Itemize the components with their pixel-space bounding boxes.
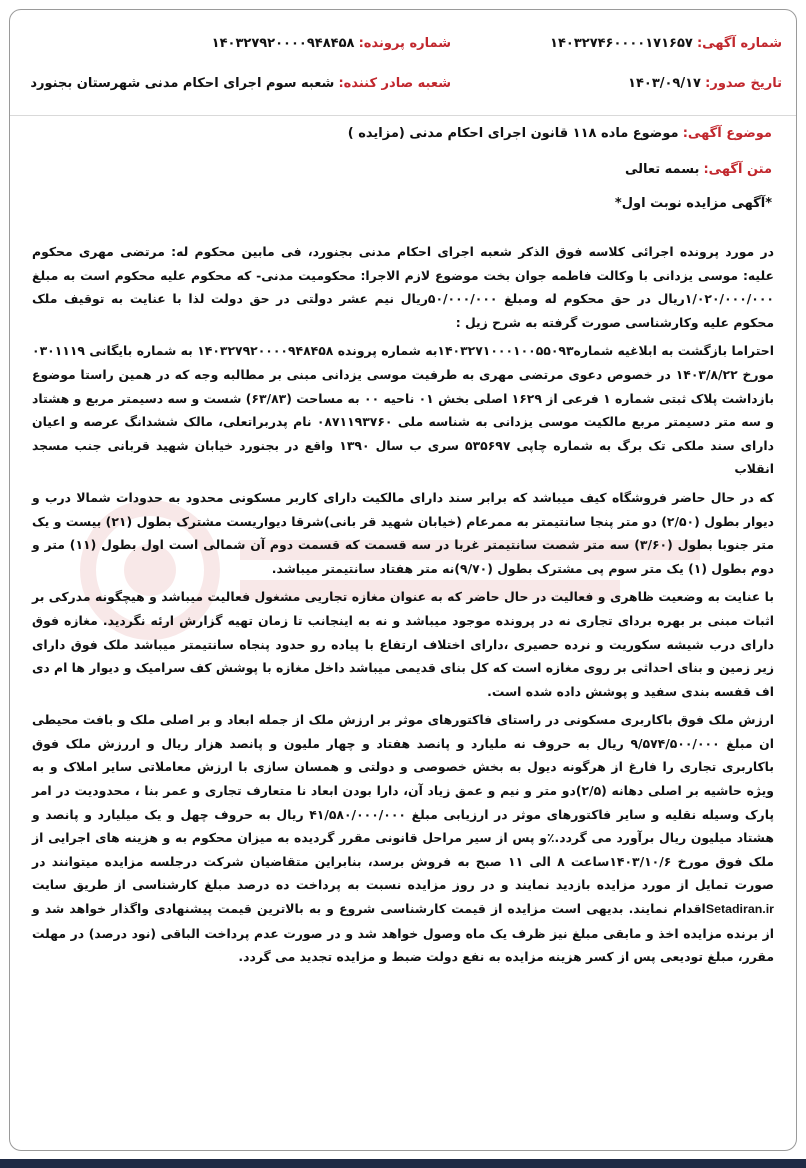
paragraph-property: احتراما بازگشت به ابلاغیه شماره۱۴۰۳۲۷۱۰۰۰۱۰۰۵۵۰۹۳به شماره پرونده ۱۴۰۳۲۷۹۲۰۰۰۰۹۴۸۴۵۸ به شماره بایگانی ۰۳۰۱۱۱۹ مورخ ۱۴۰۳/۸/۲۲ در خصوص دعوی مرتضی مهری به طرفیت موسی یزدانی مبنی بر مطالبه وجه که در همین راستا موضوع بازداشت پلاک ثبتی شماره ۱ فرعی از ۱۶۲۹ اصلی بخش ۰۱ ناحیه ۰۰ به مساحت (۶۳/۸۳) شست و سه دسیمتر مربع و هشتاد و سه متر دسیمتر مربع مالکیت موسی یزدانی به شناسه ملی ۰۸۷۱۱۹۳۷۶۰ نام پدربراتعلی، مالک ششدانگ عرصه و اعیان دارای سند ملکی تک برگ به شماره چاپی ۵۳۵۶۹۷ سری ب سال ۱۳۹۰ واقع در بجنورد خیابان شهید قربانی جنب مسجد انقلاب	[32, 343, 774, 477]
case-number-value: ۱۴۰۳۲۷۹۲۰۰۰۰۹۴۸۴۵۸	[211, 36, 355, 51]
ad-text-value: بسمه تعالی	[624, 162, 700, 177]
issuer-row	[30, 76, 451, 91]
paragraph-intro: در مورد پرونده اجرائی کلاسه فوق الذکر شعبه اجرای احکام مدنی بجنورد، فی مابین محکوم له: مرتضی مهری محکوم علیه: موسی یزدانی با وکالت فاطمه جوان بخت موضوع لازم الاجرا: محکومیت مدنی- که محکوم علیه محکوم است به مبلغ ۱/۰۲۰/۰۰۰/۰۰۰ریال در حق محکوم له ومبلغ ۵۰/۰۰۰/۰۰۰ریال نیم عشر دولتی در حق دولت لذا با عنایت به توقیف ملک محکوم علیه وکارشناسی صورت گرفته به شرح زیل :	[32, 244, 774, 330]
paragraph-condition: با عنایت به وضعیت ظاهری و فعالیت در حال حاضر که به عنوان مغازه تجاریی مشغول فعالیت میباشد و هیچگونه مدرکی بر اثبات مبنی بر بهره بردای تجاری نه در پرونده موجود میباشد و نه به اینجانب تا زمان تهیه گزارش ارئه نگردید. مغازه فوق دارای درب شیشه سکوریت و نرده حصیری ،دارای اختلاف ارتفاع با پیاده رو حدود پنجاه سانتیمتر میباشد ملک فوق دارای زیر زمین و بنای احداثی بر روی مغازه است که کل بنای قدیمی میباشد داخل مغازه با پوشش کف سرامیک و دیوار ها ام دی اف قفسه بندی سفید و پوشش داده شده است.	[32, 589, 774, 699]
ad-number-row	[550, 36, 782, 51]
issuer-label: شعبه صادر کننده:	[338, 76, 451, 91]
issue-date-value: ۱۴۰۳/۰۹/۱۷	[628, 76, 701, 91]
case-number-row	[212, 36, 451, 51]
valuation-text: ارزش ملک فوق باکاربری مسکونی در راستای فاکتورهای موثر بر ارزش ملک از جمله ابعاد و بر اصلی ملک و بافت محیطی ان مبلغ ۹/۵۷۴/۵۰۰/۰۰۰ ریال به حروف نه ملیارد و پانصد هفتاد و چهار ملیون و پانصد هزار ریال و اررزش ملک فوق باکاربری تجاری را فارغ از هرگونه دیول به بخش خصوصی و دولتی و همسان سازی با ارزش معاملاتی سایر املاک و به ویژه حاشیه بر اصلی دهانه (۲/۵)دو متر و نیم و عمق زیاد آن، دارا بودن ابعاد نا متعارف تجاری و عمر بنا ، محدودیت در امر پارک وسیله نقلیه و سایر فاکتورهای موثر در ارزیابی مبلغ ۴۱/۵۸۰/۰۰۰/۰۰۰ ریال به حروف چهل و یک میلیارد و پانصد و هشتاد میلیون ریال برآورد می گردد.٪و پس از سیر مراحل قانونی مقرر گردیده به میزان محکوم به و هزینه های اجرایی از ملک فوق مورخ ۱۴۰۳/۱۰/۶ساعت ۸ الی ۱۱ صبح به فروش برسد، بنابراین متقاضیان شرکت درجلسه مزایده میتوانند در صورت تمایل از مورد مزایده بازدید نمایند و در روز مزایده نسبت به پرداخت ده درصد مبلغ کارشناسی از طریق سایت	[32, 712, 774, 893]
subject-value: موضوع ماده ۱۱۸ قانون اجرای احکام مدنی (مزایده )	[347, 126, 679, 141]
subject-row	[348, 126, 772, 141]
issue-date-label: تاریخ صدور:	[705, 76, 782, 91]
issuer-value: شعبه سوم اجرای احکام مدنی شهرستان بجنورد	[30, 76, 335, 91]
issue-date-row	[628, 76, 782, 91]
ad-number-label: شماره آگهی:	[696, 36, 782, 51]
header-divider	[10, 115, 796, 116]
notice-title: *آگهی مزایده نوبت اول*	[614, 196, 772, 211]
setadiran-link[interactable]: Setadiran.ir	[705, 902, 774, 917]
paragraph-boundaries: که در حال حاضر فروشگاه کیف میباشد که برابر سند دارای مالکیت دارای کاربر مسکونی محدود به حدودات شمالا درب و دیوار بطول (۲/۵۰) دو متر پنجا سانتیمتر به ممرعام (خیابان شهید قر بانی)شرقا دیواریست مشترک بطول (۲۱) بیست و یک متر جنوبا بطول (۳/۶۰) سه متر شصت سانتیمتر غربا در سه قسمت که قسمت دوم آن شمالی است اول بطول (۱۱) متر و دوم بطول (۱) یک متر سوم پی مشترک بطول (۹/۷۰)نه متر هفتاد سانتیمتر میباشد.	[32, 489, 774, 576]
ad-number-value: ۱۴۰۳۲۷۴۶۰۰۰۰۱۷۱۶۵۷	[550, 36, 693, 51]
notice-card	[9, 9, 797, 1151]
ad-text-row	[625, 162, 772, 177]
closing-text: اقدام نمایند. بدیهی است مزایده از قیمت کارشناسی شروع و به بالاترین قیمت پیشنهادی واگذار خواهد شد و از برنده مزایده اخذ و مابقی مبلغ نیز ظرف یک ماه وصول خواهد شد و در صورت عدم پرداخت الباقی (نود درصد) در مهلت مقرر، مبلغ تودیعی پس از کسر هزینه مزایده به نفع دولت ضبط و مزایده تجدید می گردد.	[32, 901, 774, 965]
notice-body	[32, 240, 774, 974]
case-number-label: شماره پرونده:	[358, 36, 451, 51]
bottom-bar	[0, 1159, 806, 1168]
subject-label: موضوع آگهی:	[682, 126, 772, 141]
ad-text-label: متن آگهی:	[703, 162, 772, 177]
paragraph-valuation	[32, 708, 774, 969]
